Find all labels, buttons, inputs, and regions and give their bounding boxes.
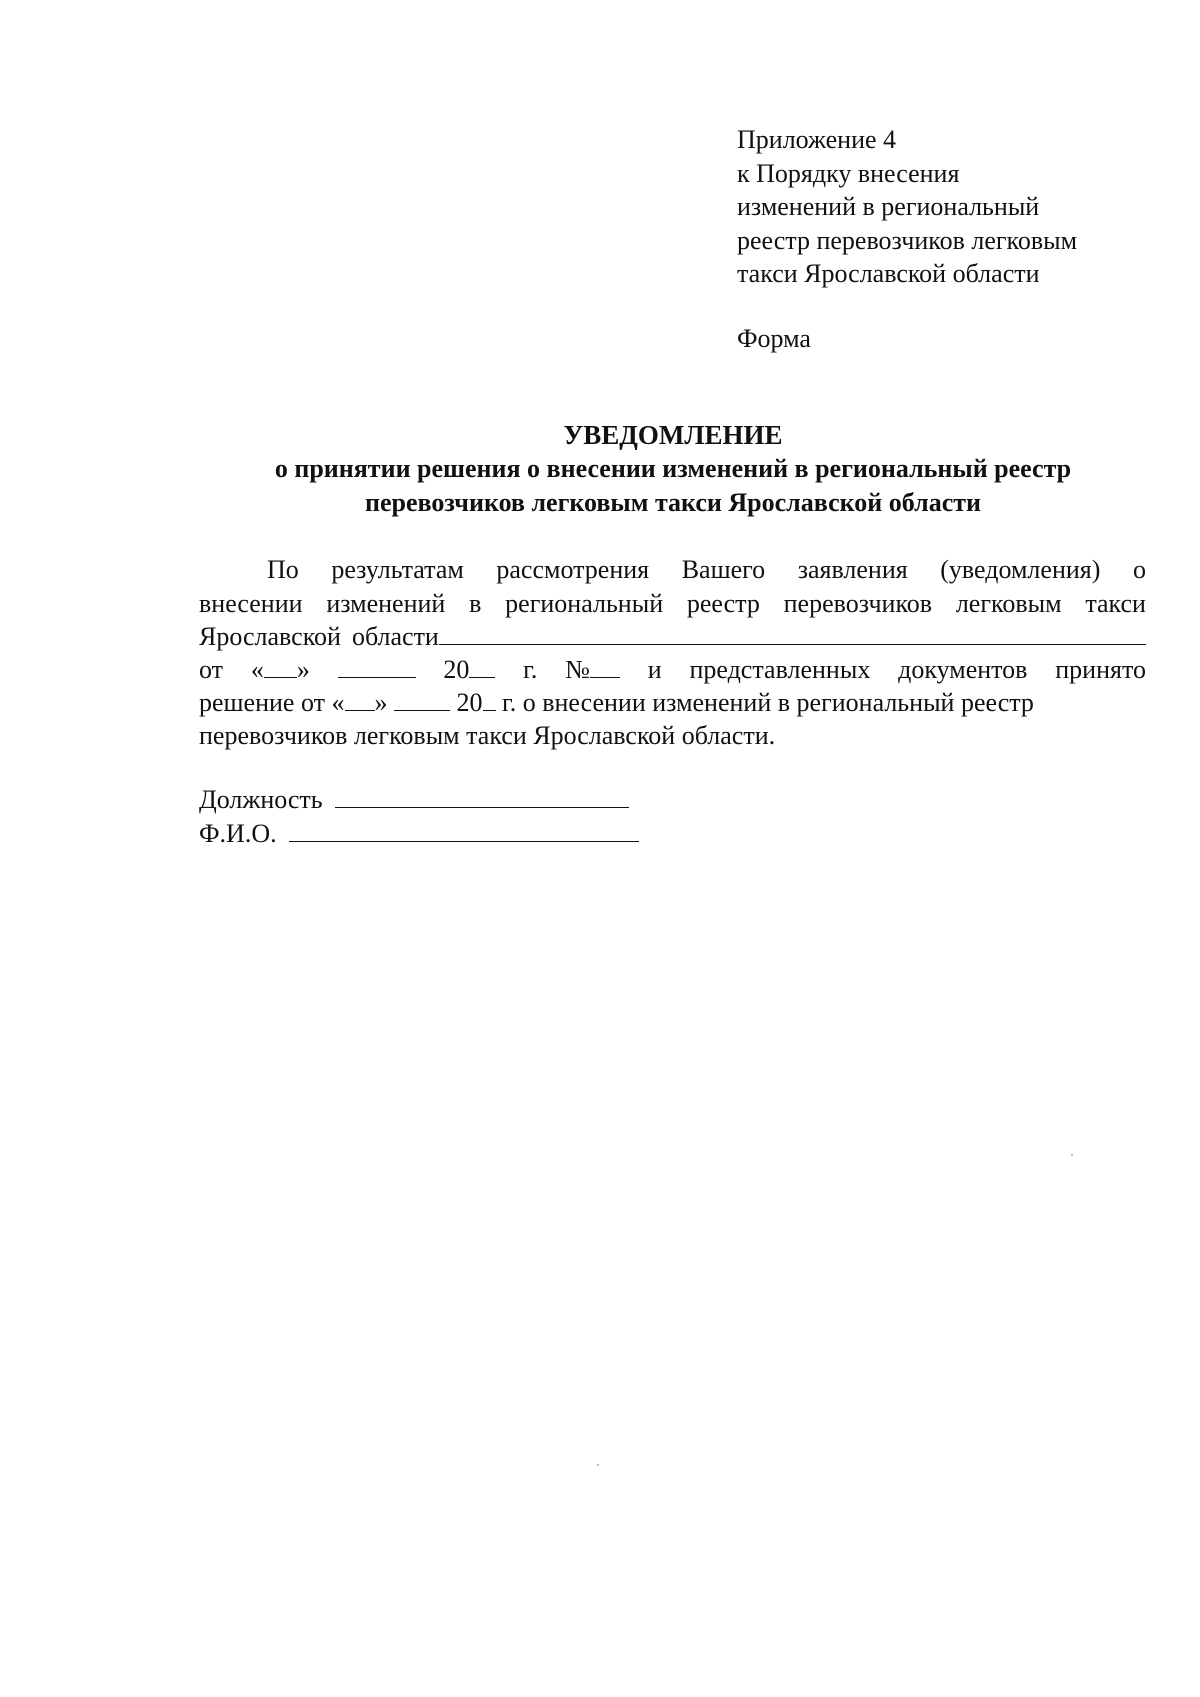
word: о [1132,555,1146,584]
year-blank-field[interactable] [469,655,495,678]
word: региональный [505,589,664,618]
document-subtitle-line: о принятии решения о внесении изменений в региональный реестр [274,454,1072,483]
year-field-group: 20 [443,653,495,686]
appendix-line: к Порядку внесения [737,158,960,188]
word: перевозчиков [783,589,933,618]
decision-day-blank-field[interactable] [345,688,375,711]
word: принято [1055,655,1146,684]
word: внесении [199,589,303,618]
word: г. [523,655,538,684]
body-line [199,553,1146,586]
word: По [267,555,299,584]
appendix-line: реестр перевозчиков легковым [737,225,1078,255]
month-blank-field[interactable] [338,655,416,678]
word: документов [898,655,1028,684]
word: заявления [797,555,908,584]
number-blank-field[interactable] [590,655,620,678]
name-blank-field[interactable] [289,819,639,842]
scan-speck [597,1464,599,1466]
position-row [199,783,629,816]
appendix-line: такси Ярославской области [737,259,1040,288]
word: легковым [955,589,1062,618]
appendix-line: изменений в региональный [737,192,1040,221]
body-line [199,587,1146,620]
body-line [199,620,1146,653]
position-label: Должность [199,785,323,814]
body-line: перевозчиков легковым такси Ярославской области. [199,721,776,750]
word: такси [1085,589,1146,618]
word: результатам [331,555,464,584]
decision-year-blank-field[interactable] [483,688,496,711]
body-line: решение от « » 20 г. о внесении изменений в региональный реестр [199,688,1034,717]
position-blank-field[interactable] [335,785,629,808]
day-field-group: « » [250,655,310,684]
document-subtitle-line: перевозчиков легковым такси Ярославской области [364,488,981,517]
number-field-group: № [565,653,620,686]
word: в [469,589,482,618]
appendix-line: Приложение 4 [737,125,897,154]
word: области [351,622,439,651]
word: от [199,655,224,684]
decision-month-blank-field[interactable] [394,688,450,711]
word: Ярославской [199,622,341,651]
word: Вашего [681,555,766,584]
name-row [199,817,639,850]
region-blank-field[interactable] [439,622,1146,645]
body-line [199,653,1146,686]
word: рассмотрения [496,555,650,584]
word: изменений [326,589,446,618]
word: (уведомления) [940,555,1101,584]
word: реестр [686,589,760,618]
name-label: Ф.И.О. [199,819,277,848]
word: представленных [689,655,871,684]
document-title: УВЕДОМЛЕНИЕ [563,420,783,450]
word: и [647,655,662,684]
appendix-block [737,123,1077,291]
day-blank-field[interactable] [264,655,297,678]
scan-speck [1071,1154,1073,1156]
form-label: Форма [737,324,811,353]
